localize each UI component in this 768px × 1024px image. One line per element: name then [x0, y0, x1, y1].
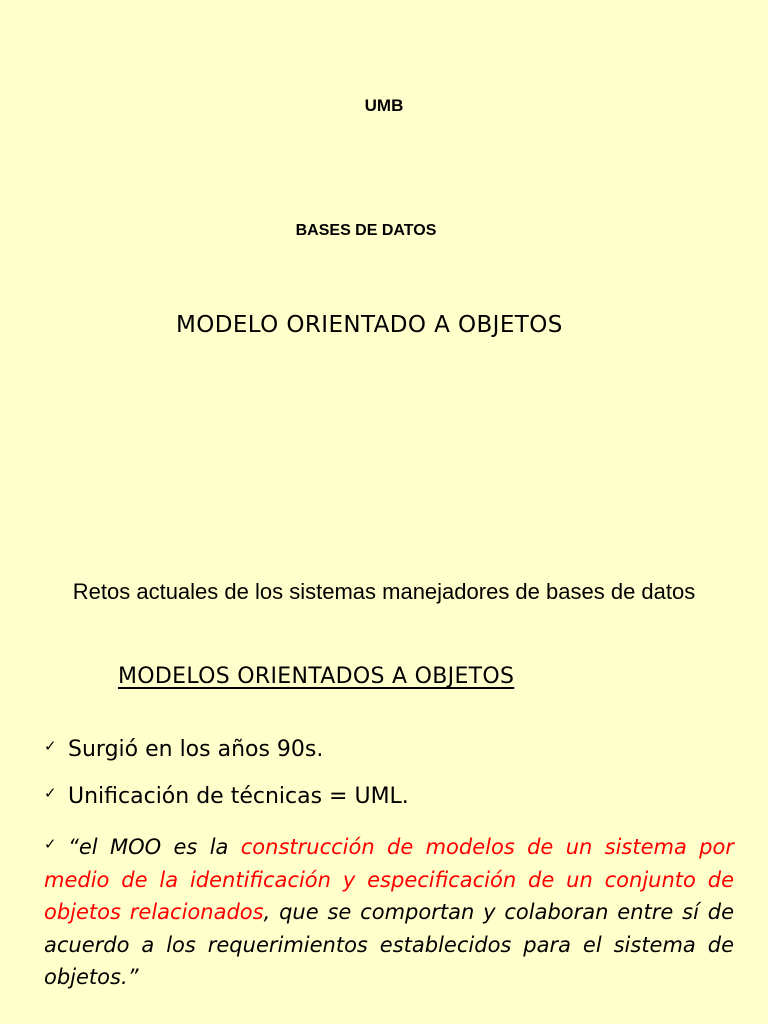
list-item-text: Surgió en los años 90s. — [68, 737, 324, 762]
quote-open-mark: “ — [68, 835, 79, 859]
quote-text-intro: el MOO es la — [78, 835, 241, 859]
quote-close-mark: ” — [127, 965, 139, 989]
quote-text-rest: , que se comportan y colaboran entre sí de acuerdo a los requerimientos establecidos para el sistema de objetos. — [44, 900, 734, 989]
quote-text-highlight: construcción de modelos de un sistema por medio de la identificación y especificación de un conjunto de objetos relacionados — [44, 835, 734, 924]
list-item — [44, 737, 323, 762]
checkmark-icon: ✓ — [44, 835, 57, 853]
list-item — [44, 784, 409, 809]
course-label: BASES DE DATOS — [295, 222, 437, 239]
checkmark-icon: ✓ — [44, 784, 57, 802]
list-item-text: Unificación de técnicas = UML. — [68, 784, 409, 809]
section-heading: MODELOS ORIENTADOS A OBJETOS — [118, 664, 515, 689]
checkmark-icon: ✓ — [44, 737, 57, 755]
page-title: MODELO ORIENTADO A OBJETOS — [176, 312, 563, 338]
subtitle: Retos actuales de los sistemas manejadores de bases de datos — [72, 579, 696, 604]
institution-label: UMB — [364, 96, 404, 115]
definition-quote — [44, 828, 734, 994]
